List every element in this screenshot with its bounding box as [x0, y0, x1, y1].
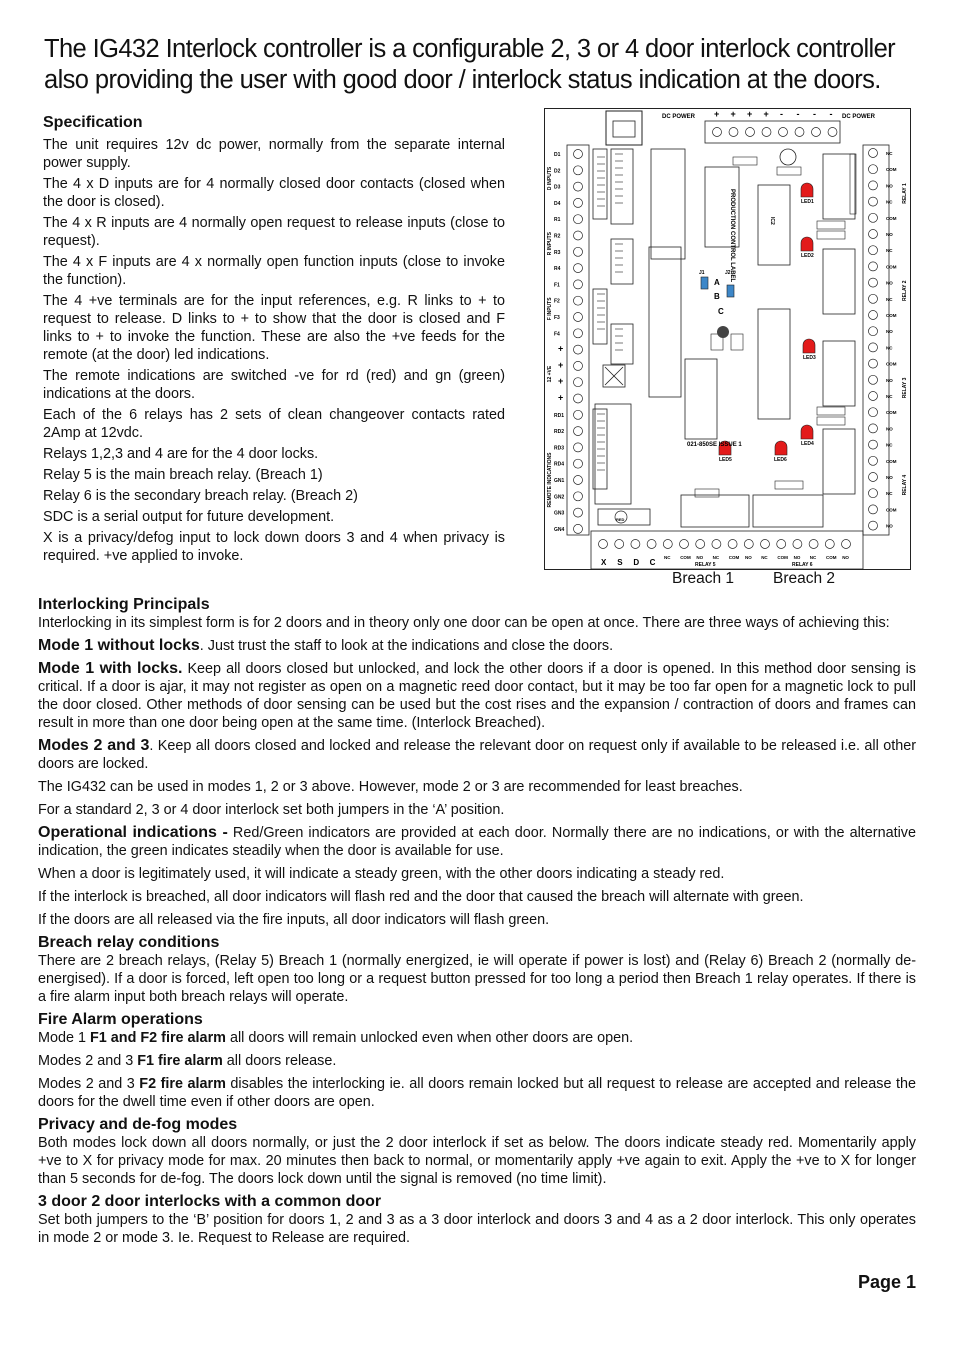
- issue-label: 021-850SE ISSUE 1: [687, 442, 742, 448]
- relay-label: RELAY 3: [902, 377, 908, 399]
- spec-paragraph: The 4 x R inputs are 4 normally open request to release inputs (close to request).: [43, 215, 505, 249]
- led-label-1: LED1: [801, 199, 814, 205]
- operational-p2: When a door is legitimately used, it will indicate a steady green, with the other doors indicating a steady red.: [38, 866, 725, 882]
- right-terminal-screw: [869, 165, 878, 174]
- left-terminal-screw: [574, 280, 583, 289]
- operational-paragraph: [38, 824, 916, 860]
- bottom-relay-contact-label: COM: [680, 555, 691, 560]
- right-terminal-screw: [869, 262, 878, 271]
- led-icon: [801, 183, 813, 197]
- specification-section: [43, 114, 505, 568]
- relay-label: RELAY 1: [902, 183, 908, 204]
- mode1-paragraph: [38, 637, 916, 655]
- ic-label: IC2: [769, 217, 775, 225]
- operational-p3: If the interlock is breached, all door indicators will flash red and the door that caused the breach will alternate with green.: [38, 889, 804, 905]
- bottom-terminal-screw: [842, 540, 851, 549]
- fire-l1-pre: Mode 1: [38, 1030, 90, 1046]
- left-terminal-label: +: [558, 359, 564, 370]
- left-terminal-screw: [574, 443, 583, 452]
- modes23-paragraph: [38, 737, 916, 773]
- right-terminal-label: COM: [886, 167, 897, 173]
- left-terminal-label: R3: [554, 249, 561, 256]
- left-terminal-label: RD3: [554, 445, 565, 452]
- right-terminal-label: NC: [886, 296, 893, 302]
- left-terminal-label: D3: [554, 184, 561, 191]
- left-terminal-screw: [574, 166, 583, 175]
- bottom-terminal-label: X: [601, 558, 607, 567]
- left-terminal-screw: [574, 427, 583, 436]
- right-terminal-label: NC: [886, 151, 893, 156]
- red-led-text: RED: [616, 517, 625, 522]
- spec-paragraph: The 4 +ve terminals are for the input references, e.g. R links to + to request to release. D links to + to show that the door is closed and F links to + to invoke the function. These are also the +ve feeds for the remote (at the door) led indications.: [43, 293, 505, 363]
- bottom-relay-label: RELAY 5: [695, 562, 716, 568]
- left-group-label: 12 +VE: [547, 365, 553, 383]
- right-terminal-label: NO: [886, 475, 893, 480]
- jumper-label-j1: J1: [699, 270, 705, 276]
- left-terminal-label: GN3: [554, 510, 565, 517]
- led-label-2: LED2: [801, 253, 814, 259]
- fire-alarm-heading: Fire Alarm operations: [38, 1011, 203, 1028]
- right-terminal-screw: [869, 343, 878, 352]
- breach-relay-heading: Breach relay conditions: [38, 934, 220, 951]
- bottom-terminal-screw: [744, 540, 753, 549]
- left-terminal-label: R1: [554, 217, 561, 224]
- led-icon: [775, 441, 787, 455]
- breach-1-label: Breach 1: [672, 570, 735, 587]
- left-terminal-label: F4: [554, 331, 560, 338]
- left-terminal-label: GN4: [554, 526, 565, 533]
- right-terminal-screw: [869, 359, 878, 368]
- modes23-title: Modes 2 and 3: [38, 737, 150, 754]
- interlocking-intro: Interlocking in its simplest form is for 2 doors and in theory only one door can be open at once. There are three ways of achieving this:: [38, 615, 890, 631]
- main-text: [38, 596, 916, 1252]
- left-terminal-screw: [574, 476, 583, 485]
- left-terminal-screw: [574, 182, 583, 191]
- bottom-relay-contact-label: NO: [745, 555, 752, 560]
- left-terminal-label: RD2: [554, 429, 565, 436]
- right-terminal-label: NO: [886, 183, 893, 189]
- right-terminal-screw: [869, 408, 878, 417]
- power-terminal-sign: +: [763, 109, 769, 119]
- fire-line-3: [38, 1075, 916, 1111]
- left-terminal-label: +: [558, 376, 564, 387]
- led-label-5: LED5: [719, 457, 732, 463]
- right-terminal-label: NC: [886, 442, 893, 448]
- right-terminal-screw: [869, 392, 878, 401]
- left-terminal-label: GN1: [554, 478, 565, 484]
- bottom-relay-contact-label: COM: [826, 555, 837, 560]
- right-terminal-label: NC: [886, 491, 893, 497]
- right-terminal-screw: [869, 311, 878, 320]
- left-terminal-screw: [574, 410, 583, 419]
- bottom-terminal-screw: [631, 540, 640, 549]
- led-icon: [803, 339, 815, 353]
- right-terminal-label: NO: [886, 523, 893, 529]
- left-terminal-screw: [574, 247, 583, 256]
- power-supply-warning-icon: [603, 365, 625, 387]
- bottom-terminal-screw: [793, 540, 802, 549]
- left-group-label: F INPUTS: [547, 297, 553, 321]
- page-title: The IG432 Interlock controller is a configurable 2, 3 or 4 door interlock controller also providing the user with good door / interlock status indication at the doors.: [44, 35, 896, 94]
- jumper-position-b: B: [714, 292, 720, 301]
- left-terminal-screw: [574, 524, 583, 533]
- mode1-locks-paragraph: [38, 660, 916, 732]
- dc-power-label-left: DC POWER: [662, 114, 695, 120]
- bottom-terminal-screw: [680, 540, 689, 549]
- left-group-label: D INPUTS: [547, 166, 553, 191]
- breach-2-label: Breach 2: [773, 570, 836, 587]
- left-terminal-label: D4: [554, 200, 561, 207]
- mode1-title: Mode 1 without locks: [38, 637, 200, 654]
- right-terminal-label: COM: [886, 410, 897, 416]
- left-terminal-screw: [574, 492, 583, 501]
- right-terminal-screw: [869, 181, 878, 190]
- right-terminal-screw: [869, 505, 878, 514]
- right-terminal-screw: [869, 294, 878, 303]
- left-terminal-label: +: [558, 392, 564, 403]
- fire-l3-post: disables the interlocking ie. all doors remain locked but all request to release are accepted and release the doors for the dwell time even if other doors are open.: [38, 1076, 916, 1110]
- right-terminal-screw: [869, 456, 878, 465]
- left-terminal-label: R2: [554, 233, 561, 240]
- led-label-4: LED4: [801, 441, 814, 447]
- bottom-relay-contact-label: NC: [761, 555, 768, 560]
- jumpers-paragraph: For a standard 2, 3 or 4 door interlock set both jumpers in the ‘A’ position.: [38, 802, 505, 818]
- fire-l2-bold: F1 fire alarm: [137, 1053, 223, 1069]
- right-terminal-label: COM: [886, 458, 897, 464]
- bottom-terminal-screw: [761, 540, 770, 549]
- power-terminal-screw: [812, 128, 821, 137]
- jumper-j2-icon: [727, 285, 734, 297]
- bottom-relay-contact-label: NO: [696, 555, 704, 560]
- fire-l1-post: all doors will remain unlocked even when other doors are open.: [225, 1030, 634, 1046]
- right-terminal-screw: [869, 197, 878, 206]
- bottom-relay-contact-label: COM: [777, 555, 788, 560]
- fire-l3-bold: F2 fire alarm: [139, 1076, 226, 1092]
- right-terminal-screw: [869, 278, 878, 287]
- bottom-terminal-screw: [712, 540, 721, 549]
- right-terminal-label: COM: [886, 215, 897, 221]
- right-terminal-label: NO: [886, 329, 893, 335]
- power-terminal-screw: [779, 128, 788, 137]
- fire-l3-pre: Modes 2 and 3: [38, 1076, 140, 1092]
- left-terminal-screw: [574, 508, 583, 517]
- left-group-label: REMOTE INDICATIONS: [547, 452, 553, 508]
- fire-line-1: [38, 1029, 916, 1047]
- bottom-relay-label: RELAY 6: [792, 562, 813, 568]
- jumper-label-j2: J2: [725, 270, 731, 276]
- left-terminal-screw: [574, 215, 583, 224]
- privacy-heading: Privacy and de-fog modes: [38, 1116, 238, 1133]
- right-terminal-label: NC: [886, 199, 893, 205]
- right-terminal-screw: [869, 149, 878, 158]
- right-terminal-screw: [869, 327, 878, 336]
- fire-l1-bold: F1 and F2 fire alarm: [90, 1030, 226, 1046]
- bottom-terminal-label: D: [633, 558, 640, 567]
- left-terminal-screw: [574, 198, 583, 207]
- bottom-terminal-screw: [647, 540, 656, 549]
- bottom-terminal-label: S: [617, 558, 623, 567]
- spec-paragraph: The remote indications are switched -ve for rd (red) and gn (green) indications at the doors.: [43, 368, 505, 402]
- circuit-board-diagram: [544, 108, 911, 570]
- spec-paragraph: Relays 1,2,3 and 4 are for the 4 door locks.: [43, 446, 319, 462]
- three-door-text: Set both jumpers to the ‘B’ position for doors 1, 2 and 3 as a 3 door interlock and doors 3 and 4 as a 2 door interlock. This only operates in mode 2 or mode 3. Ie. Request to Release are required.: [38, 1212, 916, 1246]
- left-terminal-label: F1: [554, 282, 560, 289]
- bottom-terminal-screw: [777, 540, 786, 549]
- breach-relay-text: There are 2 breach relays, (Relay 5) Breach 1 (normally energized, ie will operate if power is lost) and (Relay 6) Breach 2 (normally de-energised). If a door is forced, left open too long or a request button pressed for too long a period then Breach 1 relay operates. If there is a fire alarm input both breach relays will operate.: [38, 953, 916, 1005]
- power-terminal-sign: -: [813, 109, 816, 119]
- usage-paragraph: The IG432 can be used in modes 1, 2 or 3 above. However, mode 2 or 3 are recommended for least breaches.: [38, 779, 743, 795]
- power-terminal-sign: -: [796, 109, 800, 119]
- led-label-6: LED6: [774, 457, 787, 463]
- left-terminal-label: F2: [554, 298, 560, 305]
- spec-paragraph: The 4 x F inputs are 4 x normally open function inputs (close to invoke the function).: [43, 254, 505, 288]
- power-terminal-screw: [762, 128, 771, 137]
- specification-heading: Specification: [43, 114, 143, 131]
- right-terminal-label: NC: [886, 394, 893, 399]
- bottom-relay-contact-label: NO: [842, 555, 849, 560]
- spec-paragraph: X is a privacy/defog input to lock down doors 3 and 4 when privacy is required. +ve applied to invoke.: [43, 530, 505, 564]
- right-terminal-label: NO: [886, 232, 893, 237]
- left-terminal-screw: [574, 231, 583, 240]
- right-terminal-label: NC: [886, 345, 893, 351]
- board-drawing: [545, 109, 910, 569]
- left-terminal-label: GN2: [554, 494, 565, 501]
- right-terminal-label: NO: [886, 426, 893, 432]
- right-terminal-screw: [869, 521, 878, 530]
- operational-text: Red/Green indicators are provided at each door. Normally there are no indications, or with the alternative indication, the green indicates steadily when the door is available for use.: [38, 825, 916, 859]
- bottom-terminal-screw: [696, 540, 705, 549]
- production-control-label: PRODUCTION CONTROL LABEL: [729, 189, 735, 283]
- bottom-terminal-screw: [663, 540, 672, 549]
- left-terminal-screw: [574, 394, 583, 403]
- right-terminal-label: COM: [886, 264, 897, 270]
- left-terminal-screw: [574, 345, 583, 354]
- power-terminal-screw: [746, 128, 755, 137]
- power-terminal-sign: +: [747, 109, 753, 119]
- operational-title: Operational indications -: [38, 824, 228, 841]
- left-terminal-screw: [574, 313, 583, 322]
- spec-paragraph: SDC is a serial output for future development.: [43, 509, 335, 525]
- bottom-relay-contact-label: NC: [712, 555, 720, 560]
- jumper-position-c: C: [718, 307, 724, 316]
- spec-paragraph: Relay 6 is the secondary breach relay. (Breach 2): [43, 488, 358, 504]
- bottom-relay-contact-label: NC: [809, 555, 817, 560]
- power-terminal-screw: [729, 128, 738, 137]
- led-label-3: LED3: [803, 355, 816, 361]
- page-number: Page 1: [857, 1272, 916, 1292]
- three-door-heading: 3 door 2 door interlocks with a common door: [38, 1193, 382, 1210]
- relay-label: RELAY 2: [902, 280, 908, 301]
- power-terminal-screw: [795, 128, 804, 137]
- jumper-position-a: A: [714, 278, 720, 287]
- interlocking-heading: Interlocking Principals: [38, 596, 210, 613]
- led-icon: [801, 237, 813, 251]
- right-terminal-screw: [869, 213, 878, 222]
- left-terminal-screw: [574, 378, 583, 387]
- bottom-relay-contact-label: NC: [664, 555, 671, 560]
- left-terminal-label: D1: [554, 152, 561, 158]
- left-terminal-screw: [574, 296, 583, 305]
- left-terminal-screw: [574, 459, 583, 468]
- left-terminal-label: F3: [554, 315, 560, 321]
- bottom-terminal-screw: [825, 540, 834, 549]
- modes23-text: . Keep all doors closed and locked and release the relevant door on request only if available to be released i.e. all other doors are locked.: [38, 738, 917, 772]
- spec-paragraph: The unit requires 12v dc power, normally from the separate internal power supply.: [43, 137, 505, 171]
- right-terminal-label: NC: [886, 248, 893, 254]
- right-terminal-label: COM: [886, 361, 897, 367]
- bottom-terminal-screw: [615, 540, 624, 549]
- bottom-relay-contact-label: COM: [728, 555, 740, 560]
- spec-paragraph: Each of the 6 relays has 2 sets of clean changeover contacts rated 2Amp at 12vdc.: [43, 407, 505, 441]
- fire-line-2: [38, 1052, 916, 1070]
- right-terminal-screw: [869, 246, 878, 255]
- dc-power-label-right: DC POWER: [842, 114, 875, 120]
- right-terminal-screw: [869, 230, 878, 239]
- right-terminal-screw: [869, 424, 878, 433]
- spec-paragraph: The 4 x D inputs are for 4 normally closed door contacts (closed when the door is closed).: [43, 176, 505, 210]
- mode1-locks-title: Mode 1 with locks.: [38, 660, 183, 677]
- right-terminal-screw: [869, 473, 878, 482]
- power-terminal-screw: [828, 128, 837, 137]
- left-terminal-screw: [574, 361, 583, 370]
- bottom-relay-contact-label: NO: [793, 555, 801, 560]
- spec-paragraph: Relay 5 is the main breach relay. (Breach 1): [43, 467, 323, 483]
- right-terminal-screw: [869, 375, 878, 384]
- left-terminal-label: RD1: [554, 412, 565, 419]
- power-terminal-sign: -: [829, 109, 833, 119]
- fire-l2-pre: Modes 2 and 3: [38, 1053, 138, 1069]
- bottom-terminal-screw: [728, 540, 737, 549]
- power-terminal-screw: [713, 128, 722, 137]
- left-terminal-label: RD4: [554, 461, 565, 468]
- led-icon: [801, 425, 813, 439]
- left-terminal-label: D2: [554, 168, 561, 175]
- right-terminal-label: NO: [886, 280, 893, 286]
- operational-p4: If the doors are all released via the fire inputs, all door indicators will flash green.: [38, 912, 550, 928]
- bottom-terminal-screw: [599, 540, 608, 549]
- left-terminal-label: +: [558, 343, 564, 354]
- mode1-locks-text: Keep all doors closed but unlocked, and lock the other doors if a door is opened. In this method door sensing is critical. If a door is ajar, it may not register as open on a magnetic reed door contact, but it may be too far open for a magnetic lock to pull the door closed. Other methods of door sensing can be used but the cost rises and the expansion / contraction of doors and frames can result in more than one door being open at the same time. (Interlock Breached).: [38, 661, 916, 731]
- privacy-text: Both modes lock down all doors normally, or just the 2 door interlock if set as below. The doors indicate steady red. Momentarily apply +ve to X for privacy mode for max. 20 minutes then back to normal, or momentarily apply +ve again to exit. Apply the +ve to X for longer than 5 seconds for de-fog. The doors lock down until the signal is removed (no time limit).: [38, 1135, 916, 1187]
- left-terminal-label: R4: [554, 266, 561, 273]
- right-terminal-label: NO: [886, 377, 893, 383]
- power-terminal-sign: +: [730, 109, 736, 119]
- power-terminal-sign: +: [714, 109, 720, 119]
- left-group-label: R INPUTS: [547, 231, 553, 256]
- right-terminal-screw: [869, 489, 878, 498]
- left-terminal-screw: [574, 150, 583, 159]
- left-terminal-screw: [574, 329, 583, 338]
- jumper-j1-icon: [701, 277, 708, 289]
- relay-label: RELAY 4: [902, 474, 908, 496]
- right-terminal-label: COM: [886, 507, 897, 513]
- bottom-terminal-screw: [809, 540, 818, 549]
- right-terminal-screw: [869, 440, 878, 449]
- left-terminal-screw: [574, 264, 583, 273]
- right-terminal-label: COM: [886, 313, 897, 318]
- fire-l2-post: all doors release.: [222, 1053, 337, 1069]
- power-terminal-sign: -: [780, 109, 783, 119]
- bottom-terminal-label: C: [649, 558, 656, 567]
- mode1-text: . Just trust the staff to look at the indications and close the doors.: [199, 638, 614, 654]
